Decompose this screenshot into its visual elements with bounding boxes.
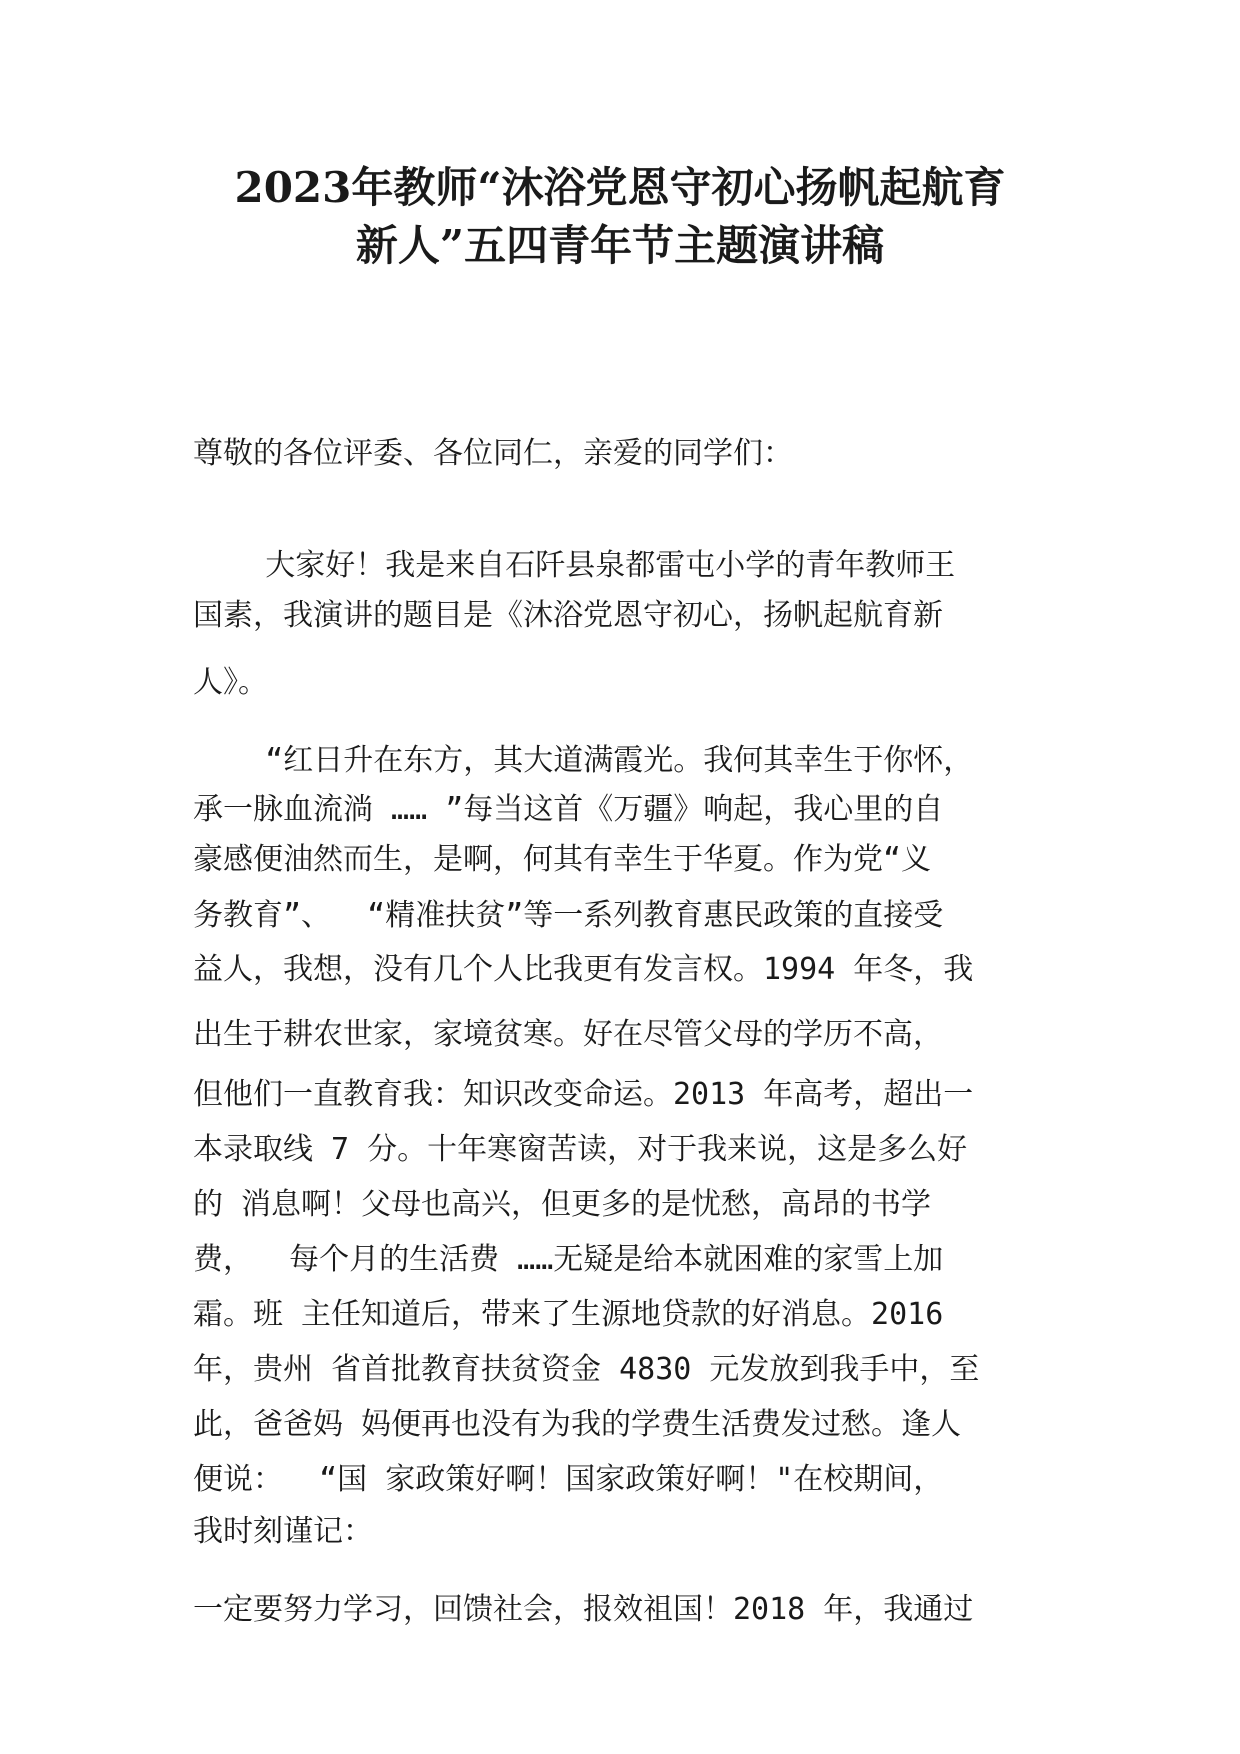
body-line: 国素，我演讲的题目是《沐浴党恩守初心，扬帆起航育新 — [193, 598, 943, 633]
body-line: 承一脉血流淌 …… ”每当这首《万疆》响起，我心里的自 — [193, 792, 944, 827]
body-line: 年，贵州 省首批教育扶贫资金 4830 元发放到我手中，至 — [193, 1352, 980, 1387]
body-line: 一定要努力学习，回馈社会，报效祖国！2018 年，我通过 — [193, 1592, 974, 1627]
body-line: “红日升在东方，其大道满霞光。我何其幸生于你怀， — [193, 743, 974, 778]
body-line: 此，爸爸妈 妈便再也没有为我的学费生活费发过愁。逢人 — [193, 1407, 962, 1442]
body-line: 大家好！我是来自石阡县泉都雷屯小学的青年教师王 — [193, 548, 956, 583]
salutation-line: 尊敬的各位评委、各位同仁，亲爱的同学们： — [193, 436, 793, 471]
body-line: 霜。班 主任知道后，带来了生源地贷款的好消息。2016 — [193, 1297, 944, 1332]
body-line: 出生于耕农世家，家境贫寒。好在尽管父母的学历不高， — [193, 1017, 943, 1052]
body-line: 本录取线 7 分。十年寒窗苦读，对于我来说，这是多么好 — [193, 1132, 968, 1167]
body-line: 便说： “国 家政策好啊！国家政策好啊！"在校期间， — [193, 1462, 944, 1497]
body-line: 我时刻谨记： — [193, 1514, 373, 1549]
body-line: 人》。 — [193, 665, 268, 700]
body-line: 但他们一直教育我：知识改变命运。2013 年高考，超出一 — [193, 1077, 974, 1112]
body-line: 的 消息啊！父母也高兴，但更多的是忧愁，高昂的书学 — [193, 1187, 932, 1222]
body-line: 益人，我想，没有几个人比我更有发言权。1994 年冬，我 — [193, 952, 974, 987]
body-line: 费， 每个月的生活费 ……无疑是给本就困难的家雪上加 — [193, 1242, 944, 1277]
body-line: 豪感便油然而生，是啊，何其有幸生于华夏。作为党“义 — [193, 842, 932, 877]
document-title-line-1: 2023年教师“沐浴党恩守初心扬帆起航育 — [234, 163, 1006, 212]
document-title-line-2: 新人”五四青年节主题演讲稿 — [355, 221, 885, 270]
body-line: 务教育”、 “精准扶贫”等一系列教育惠民政策的直接受 — [193, 898, 944, 933]
